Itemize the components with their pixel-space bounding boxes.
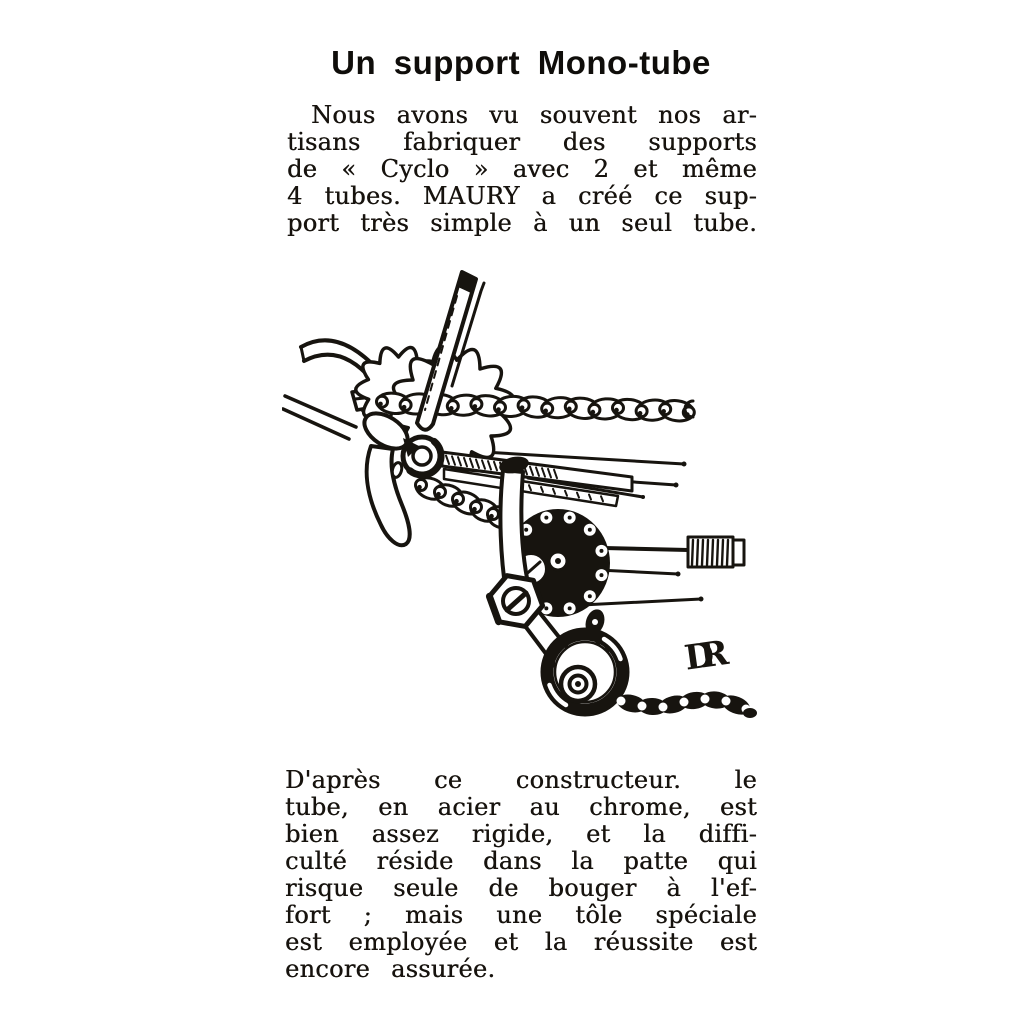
text-line: bien assez rigide, et la diffi- [285,820,757,848]
text-line: Nous avons vu souvent nos ar- [311,101,757,129]
derailleur-drawing [282,258,758,738]
article-title: Un support Mono-tube [331,44,711,81]
text-line: 4 tubes. MAURY a créé ce sup- [287,182,757,210]
text-line: de « Cyclo » avec 2 et même [287,155,757,183]
text-line: culté réside dans la patte qui [285,847,757,875]
text-line: port très simple à un seul tube. [287,209,757,237]
text-line: tube, en acier au chrome, est [285,793,757,821]
derailleur-illustration [282,258,758,738]
text-line: est employée et la réussite est [285,928,757,956]
illustrator-monogram: DR [682,634,718,679]
text-line: tisans fabriquer des supports [287,128,757,156]
paragraph-intro [287,102,757,237]
jockey-pulley [547,634,623,710]
paragraph-body [285,767,757,983]
text-line: D'après ce constructeur. le [285,766,757,794]
text-line: encore assurée. [285,955,496,983]
text-line: risque seule de bouger à l'ef- [285,874,757,902]
threaded-axle-end [688,537,744,567]
text-line: fort ; mais une tôle spéciale [285,901,757,929]
chain-bottom-run [615,690,757,718]
